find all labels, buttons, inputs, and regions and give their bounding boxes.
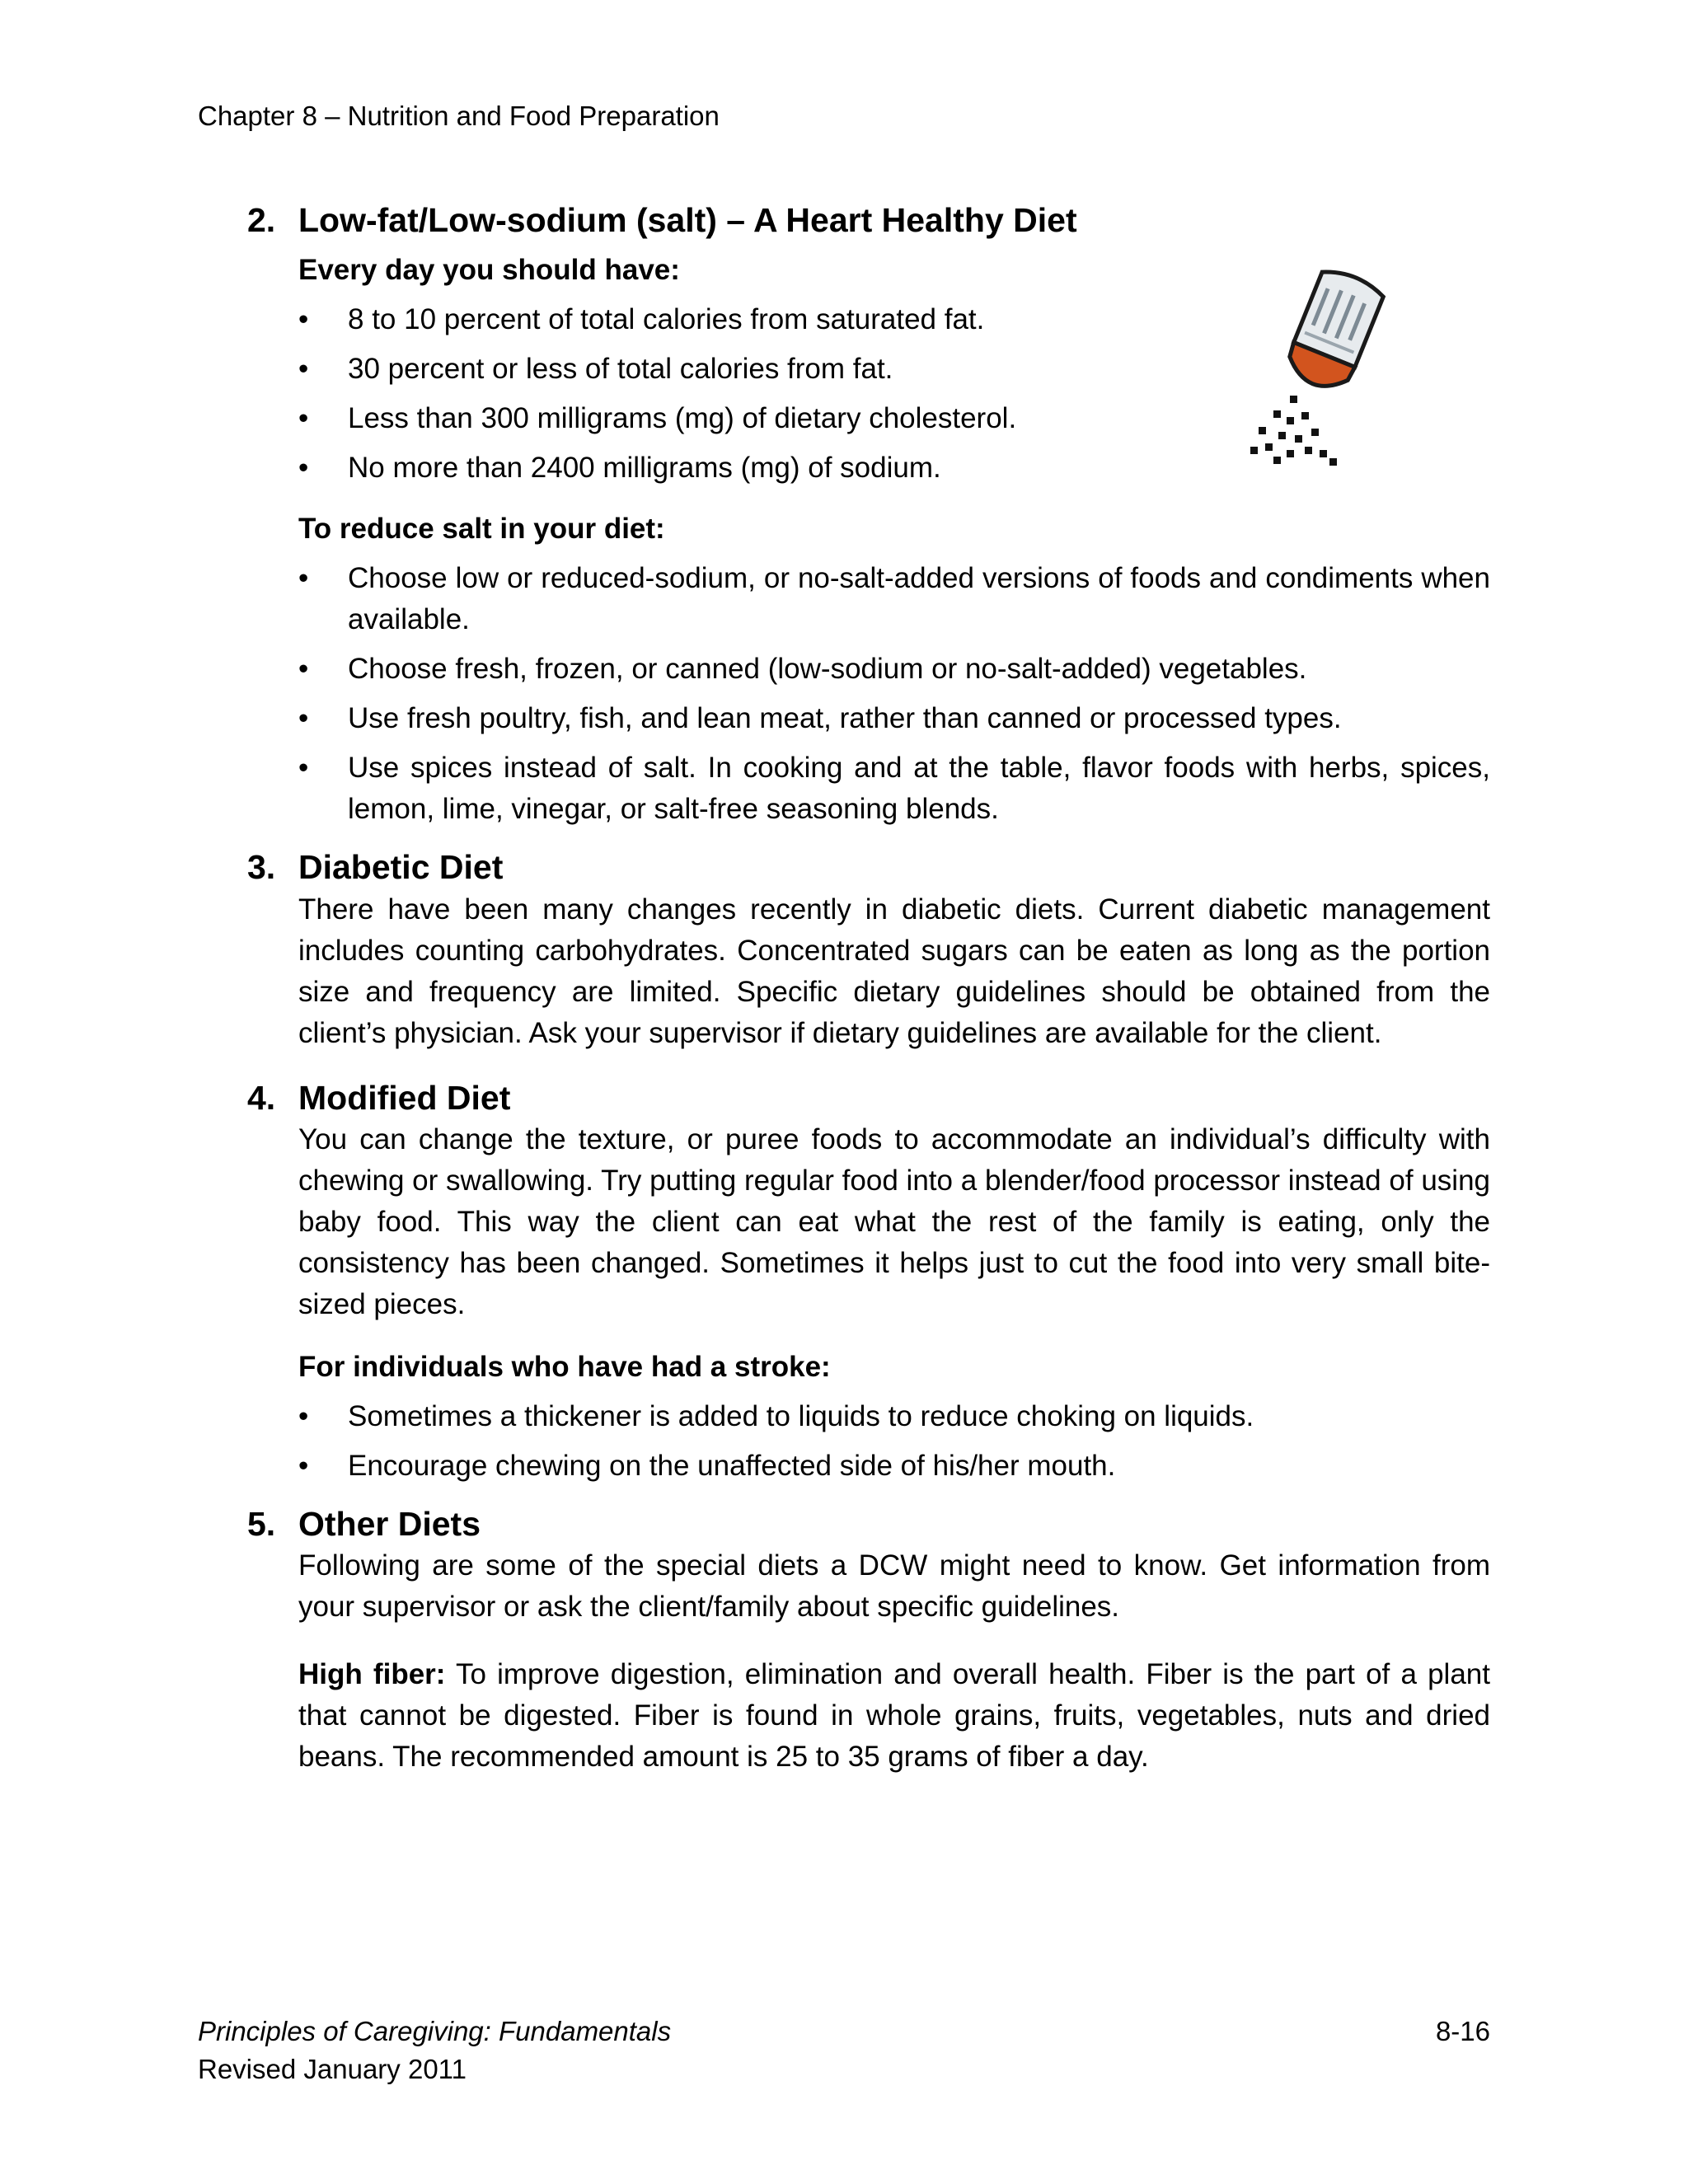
section-body (298, 250, 1490, 830)
paragraph-high-fiber: High fiber: To improve digestion, elimination and overall health. Fiber is the part of a plant that cannot be digested. Fiber is found in whole grains, fruits, vegetables, nuts and dried beans. The recommended amount is 25 to 35 grams of fiber a day. (298, 1658, 1490, 1773)
list-item: • Use spices instead of salt. In cooking and at the table, flavor foods with herbs, spices, lemon, lime, vinegar, or salt-free seasoning blends. (298, 748, 1490, 830)
bullet-glyph: • (298, 303, 309, 336)
section-title: Other Diets (298, 1504, 481, 1543)
list-item: • Encourage chewing on the unaffected side of his/her mouth. (298, 1446, 1490, 1487)
bullet-glyph: • (298, 1399, 309, 1432)
paragraph: You can change the texture, or puree foods to accommodate an individual’s difficulty with chewing or swallowing. Try putting regular food into a blender/food processor instead of using baby food. This way the client can eat what the rest of the family is eating, only the consistency has been changed. Sometimes it helps just to cut the food into very small bite-sized pieces. (298, 1122, 1490, 1320)
bullet-list (298, 558, 1490, 830)
section-heading (247, 1503, 1490, 1545)
section-heart-healthy-diet (247, 199, 1490, 830)
section-number: 2. (247, 201, 276, 239)
list-item: • Use fresh poultry, fish, and lean meat, rather than canned or processed types. (298, 698, 1490, 739)
paragraph: There have been many changes recently in diabetic diets. Current diabetic management includes counting carbohydrates. Concentrated sugars can be eaten as long as the portion size and frequency are limited. Specific dietary guidelines should be obtained from the client’s physician. Ask your supervisor if dietary guidelines are available for the client. (298, 893, 1490, 1049)
section-number: 4. (247, 1078, 276, 1117)
section-body (298, 889, 1490, 1054)
bullet-glyph: • (298, 653, 309, 686)
section-title: Modified Diet (298, 1078, 511, 1117)
page-number: 8-16 (1435, 2016, 1490, 2046)
main-content (247, 199, 1490, 1778)
list-item: • Sometimes a thickener is added to liquids to reduce choking on liquids. (298, 1396, 1490, 1437)
section-body (298, 1119, 1490, 1487)
section-other-diets (247, 1503, 1490, 1778)
bullet-glyph: • (298, 752, 309, 785)
list-item: • 8 to 10 percent of total calories from saturated fat. (298, 299, 1205, 340)
footer-revised: Revised January 2011 (198, 2054, 467, 2084)
bullet-glyph: • (298, 1449, 309, 1482)
list-item: • Choose low or reduced-sodium, or no-salt-added versions of foods and condiments when available. (298, 558, 1490, 640)
section-modified-diet (247, 1077, 1490, 1487)
bullet-glyph: • (298, 452, 309, 485)
subheading: For individuals who have had a stroke: (298, 1350, 831, 1383)
footer-title: Principles of Caregiving: Fundamentals (198, 2016, 672, 2046)
section-heading (247, 846, 1490, 888)
bullet-list (298, 1396, 1490, 1487)
paragraph: Following are some of the special diets a DCW might need to know. Get information from your supervisor or ask the client/family about specific guidelines. (298, 1549, 1490, 1623)
list-item: • No more than 2400 milligrams (mg) of sodium. (298, 448, 1205, 489)
section-number: 5. (247, 1504, 276, 1543)
section-title: Low-fat/Low-sodium (salt) – A Heart Healthy Diet (298, 201, 1077, 239)
subheading: Every day you should have: (298, 254, 680, 287)
list-item: • 30 percent or less of total calories from fat. (298, 349, 1205, 390)
bullet-glyph: • (298, 353, 309, 386)
list-item: • Less than 300 milligrams (mg) of dietary cholesterol. (298, 398, 1205, 439)
footer (198, 2013, 671, 2088)
section-diabetic-diet (247, 846, 1490, 1053)
bullet-glyph: • (298, 562, 309, 595)
section-body (298, 1545, 1490, 1778)
section-title: Diabetic Diet (298, 848, 504, 887)
running-head: Chapter 8 – Nutrition and Food Preparation (198, 101, 720, 131)
high-fiber-label: High fiber: (298, 1658, 446, 1690)
list-item: • Choose fresh, frozen, or canned (low-sodium or no-salt-added) vegetables. (298, 649, 1490, 690)
section-heading (247, 199, 1490, 241)
section-heading (247, 1077, 1490, 1119)
bullet-glyph: • (298, 402, 309, 435)
section-number: 3. (247, 848, 276, 887)
bullet-glyph: • (298, 702, 309, 735)
subheading: To reduce salt in your diet: (298, 513, 665, 546)
bullet-list (298, 299, 1205, 489)
